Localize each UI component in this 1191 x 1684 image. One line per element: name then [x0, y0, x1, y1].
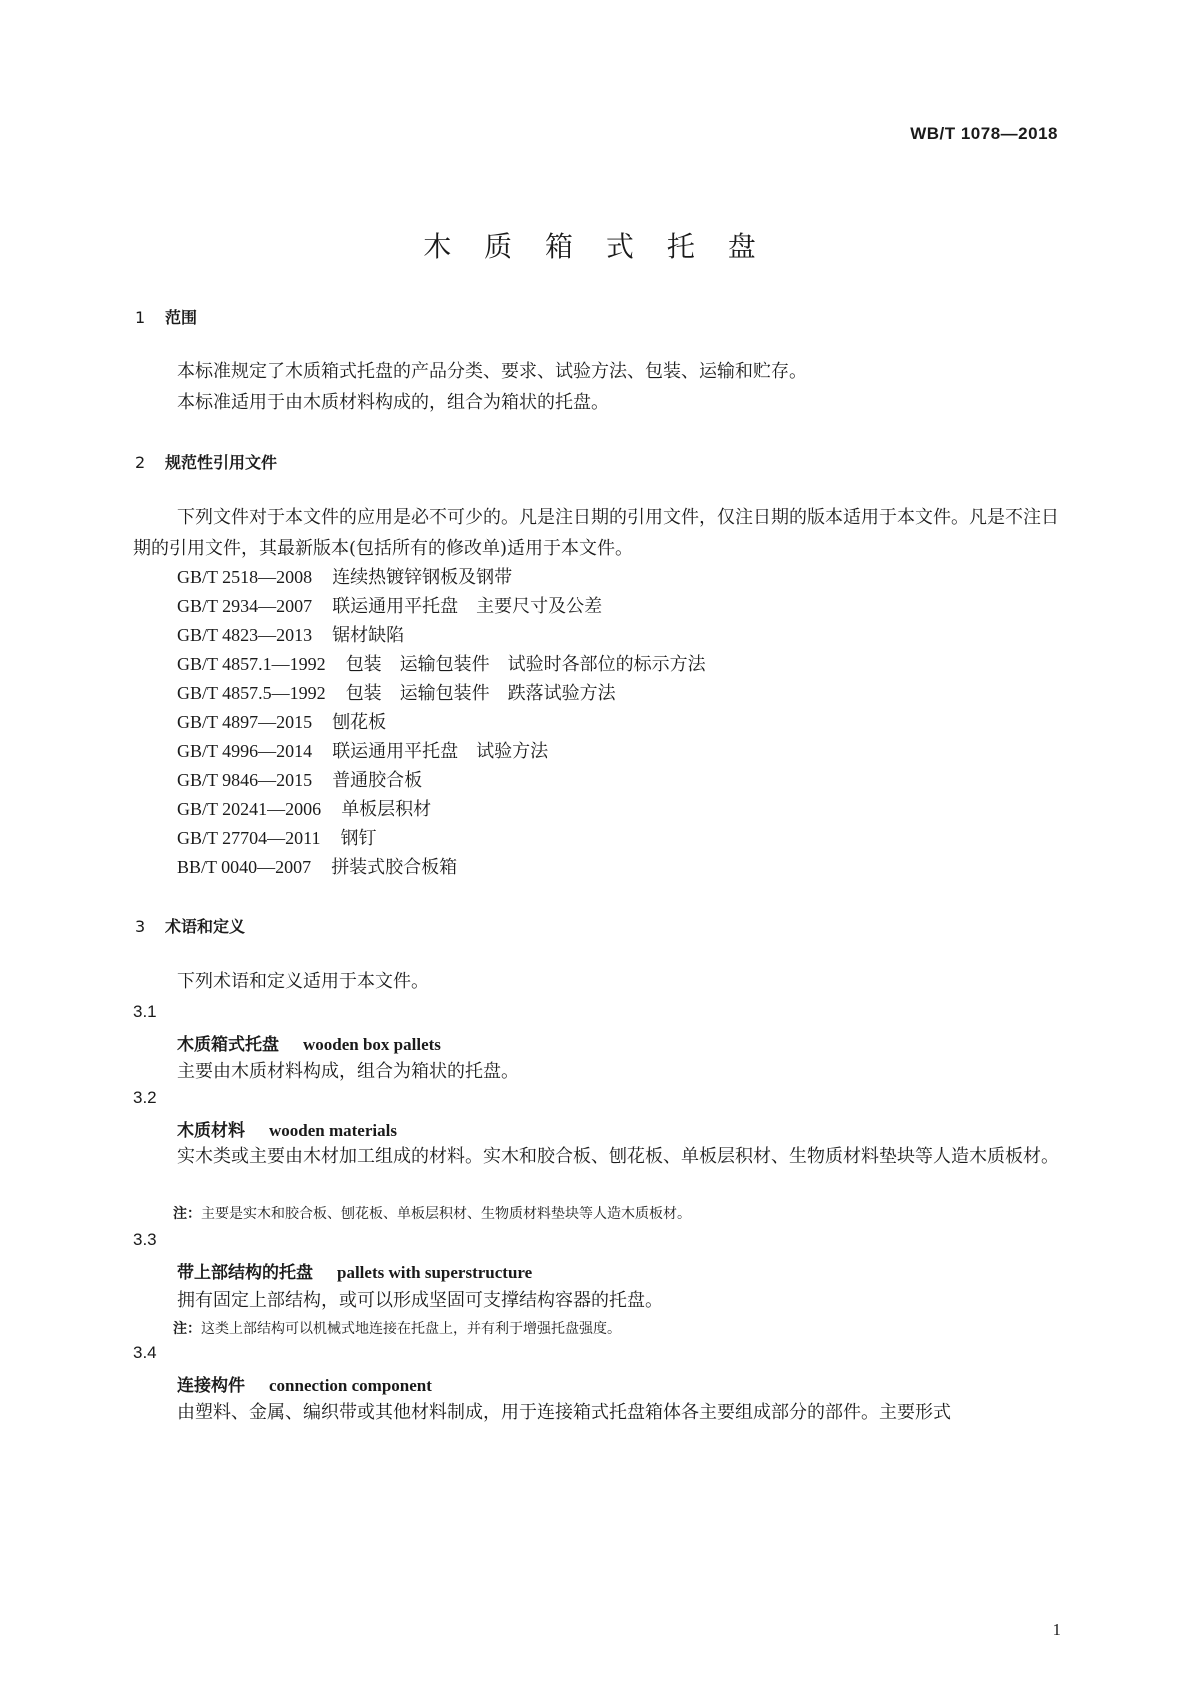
reference-code: GB/T 4996—2014 [177, 741, 313, 761]
note-text: 这类上部结构可以机械式地连接在托盘上，并有利于增强托盘强度。 [201, 1321, 621, 1337]
reference-code: GB/T 2518—2008 [177, 567, 313, 587]
reference-code: GB/T 2934—2007 [177, 596, 313, 616]
section-title: 规范性引用文件 [165, 453, 278, 472]
reference-title: 普通胶合板 [332, 770, 423, 791]
page-number: 1 [1052, 1620, 1061, 1639]
section-3-heading [135, 914, 245, 937]
reference-item [177, 708, 386, 734]
term-note [173, 1318, 621, 1338]
term-number: 3.2 [133, 1088, 157, 1107]
reference-title: 钢钉 [340, 828, 377, 849]
document-title: 木 质 箱 式 托 盘 [423, 230, 768, 263]
reference-item [177, 592, 602, 618]
term-heading [177, 1030, 441, 1055]
note-label: 注： [173, 1321, 201, 1337]
term-heading [177, 1371, 432, 1396]
term-number: 3.3 [133, 1230, 157, 1249]
reference-title: 刨花板 [332, 712, 387, 733]
section-2-heading [135, 450, 277, 473]
reference-item [177, 795, 431, 821]
term-cn: 木质箱式托盘 [177, 1035, 279, 1055]
reference-title: 联运通用平托盘 主要尺寸及公差 [332, 596, 603, 617]
section-1-para-1: 本标准规定了木质箱式托盘的产品分类、要求、试验方法、包装、运输和贮存。 [177, 361, 807, 382]
term-cn: 木质材料 [177, 1121, 245, 1141]
section-2-intro: 下列文件对于本文件的应用是必不可少的。凡是注日期的引用文件，仅注日期的版本适用于本文件。凡是不注日期的引用文件，其最新版本(包括所有的修改单)适用于本文件。 [133, 507, 1059, 559]
reference-item [177, 766, 422, 792]
section-number: 3 [135, 917, 146, 936]
term-en: pallets with superstructure [337, 1263, 533, 1282]
reference-title: 拼装式胶合板箱 [331, 857, 458, 878]
note-text: 主要是实木和胶合板、刨花板、单板层积材、生物质材料垫块等人造木质板材。 [201, 1206, 691, 1222]
term-definition: 实木类或主要由木材加工组成的材料。实木和胶合板、刨花板、单板层积材、生物质材料垫块等人造木质板材。 [177, 1146, 1059, 1167]
term-cn: 带上部结构的托盘 [177, 1263, 313, 1283]
section-1-para-2: 本标准适用于由木质材料构成的，组合为箱状的托盘。 [177, 392, 609, 413]
document-code: WB/T 1078—2018 [910, 124, 1058, 143]
reference-title: 连续热镀锌钢板及钢带 [332, 567, 513, 588]
term-definition: 由塑料、金属、编织带或其他材料制成，用于连接箱式托盘箱体各主要组成部分的部件。主要形式 [177, 1402, 951, 1423]
reference-item [177, 737, 548, 763]
term-en: wooden materials [269, 1121, 397, 1140]
reference-code: GB/T 27704—2011 [177, 828, 321, 848]
section-number: 2 [135, 453, 146, 472]
reference-code: GB/T 4897—2015 [177, 712, 313, 732]
term-note [173, 1203, 691, 1223]
reference-item [177, 650, 706, 676]
term-number: 3.4 [133, 1343, 157, 1362]
reference-title: 单板层积材 [341, 799, 432, 820]
term-heading [177, 1116, 397, 1141]
section-title: 术语和定义 [165, 917, 246, 936]
reference-item [177, 621, 404, 647]
section-1-heading [135, 305, 197, 328]
term-heading [177, 1258, 532, 1283]
section-number: 1 [135, 308, 146, 327]
reference-item [177, 853, 457, 879]
term-definition: 主要由木质材料构成，组合为箱状的托盘。 [177, 1061, 519, 1082]
reference-item [177, 824, 377, 850]
section-3-intro: 下列术语和定义适用于本文件。 [177, 971, 429, 992]
reference-code: GB/T 4857.5—1992 [177, 683, 326, 703]
reference-code: GB/T 4857.1—1992 [177, 654, 326, 674]
note-label: 注： [173, 1206, 201, 1222]
reference-title: 联运通用平托盘 试验方法 [332, 741, 549, 762]
term-cn: 连接构件 [177, 1376, 245, 1396]
term-number: 3.1 [133, 1002, 157, 1021]
reference-title: 包装 运输包装件 跌落试验方法 [345, 683, 616, 704]
term-definition: 拥有固定上部结构，或可以形成坚固可支撑结构容器的托盘。 [177, 1290, 663, 1311]
section-title: 范围 [165, 308, 198, 327]
term-en: connection component [269, 1376, 432, 1395]
reference-code: GB/T 9846—2015 [177, 770, 313, 790]
reference-item [177, 679, 616, 705]
reference-code: BB/T 0040—2007 [177, 857, 312, 877]
reference-title: 锯材缺陷 [332, 625, 405, 646]
reference-code: GB/T 20241—2006 [177, 799, 322, 819]
term-en: wooden box pallets [303, 1035, 441, 1054]
reference-title: 包装 运输包装件 试验时各部位的标示方法 [345, 654, 706, 675]
reference-code: GB/T 4823—2013 [177, 625, 313, 645]
reference-item [177, 563, 512, 589]
